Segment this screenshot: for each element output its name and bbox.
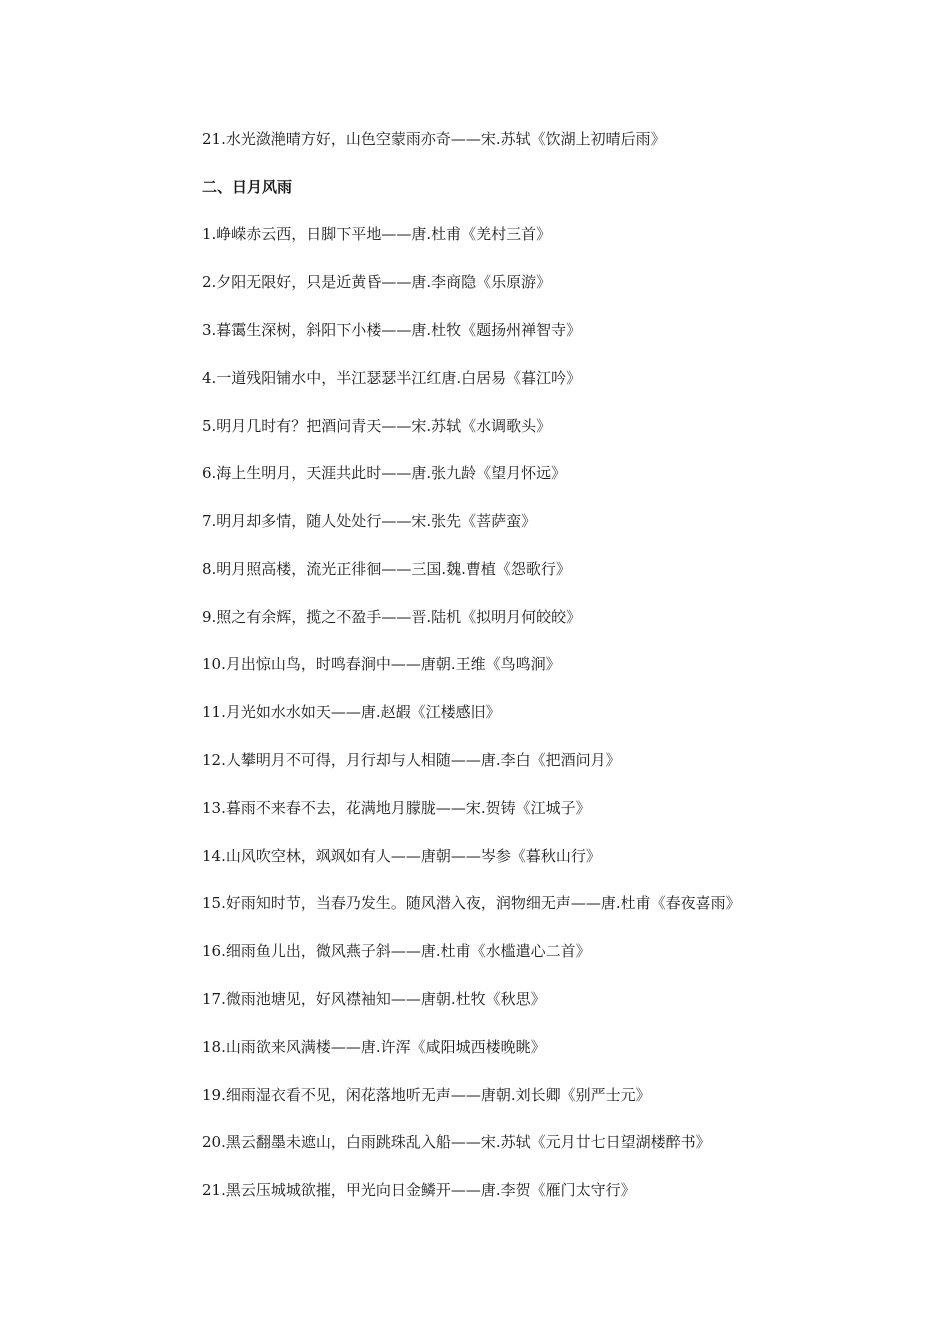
- list-item: 10.月出惊山鸟，时鸣春涧中——唐朝.王维《鸟鸣涧》: [202, 655, 561, 673]
- list-item: 17.微雨池塘见，好风襟袖知——唐朝.杜牧《秋思》: [202, 990, 546, 1008]
- list-item: 1.峥嵘赤云西，日脚下平地——唐.杜甫《羌村三首》: [202, 225, 552, 243]
- list-item: 3.暮霭生深树，斜阳下小楼——唐.杜牧《题扬州禅智寺》: [202, 321, 582, 339]
- list-item: 2.夕阳无限好，只是近黄昏——唐.李商隐《乐原游》: [202, 273, 552, 291]
- list-item: 8.明月照高楼，流光正徘徊——三国.魏.曹植《怨歌行》: [202, 560, 571, 578]
- list-item: 4.一道残阳铺水中，半江瑟瑟半江红唐.白居易《暮江吟》: [202, 369, 582, 387]
- section-heading: 二、日月风雨: [202, 178, 293, 196]
- list-item: 9.照之有余辉，揽之不盈手——晋.陆机《拟明月何皎皎》: [202, 608, 582, 626]
- list-item: 21.黑云压城城欲摧，甲光向日金鳞开——唐.李贺《雁门太守行》: [202, 1181, 636, 1199]
- list-item: 7.明月却多情，随人处处行——宋.张先《菩萨蛮》: [202, 512, 537, 530]
- list-item: 5.明月几时有？把酒问青天——宋.苏轼《水调歌头》: [202, 417, 552, 435]
- list-item: 6.海上生明月，天涯共此时——唐.张九龄《望月怀远》: [202, 464, 567, 482]
- list-item: 20.黑云翻墨未遮山，白雨跳珠乱入船——宋.苏轼《元月廿七日望湖楼醉书》: [202, 1133, 711, 1151]
- list-item: 21.水光潋滟晴方好，山色空蒙雨亦奇——宋.苏轼《饮湖上初晴后雨》: [202, 130, 666, 148]
- list-item: 12.人攀明月不可得，月行却与人相随——唐.李白《把酒问月》: [202, 751, 621, 769]
- list-item: 13.暮雨不来春不去，花满地月朦胧——宋.贺铸《江城子》: [202, 799, 591, 817]
- list-item: 19.细雨湿衣看不见，闲花落地听无声——唐朝.刘长卿《别严士元》: [202, 1086, 651, 1104]
- list-item: 11.月光如水水如天——唐.赵嘏《江楼感旧》: [202, 703, 501, 721]
- list-item: 14.山风吹空林，飒飒如有人——唐朝——岑参《暮秋山行》: [202, 847, 601, 865]
- list-item: 16.细雨鱼儿出，微风燕子斜——唐.杜甫《水槛遣心二首》: [202, 942, 591, 960]
- list-item: 15.好雨知时节，当春乃发生。随风潜入夜，润物细无声——唐.杜甫《春夜喜雨》: [202, 894, 741, 912]
- list-item: 18.山雨欲来风满楼——唐.许浑《咸阳城西楼晚眺》: [202, 1038, 546, 1056]
